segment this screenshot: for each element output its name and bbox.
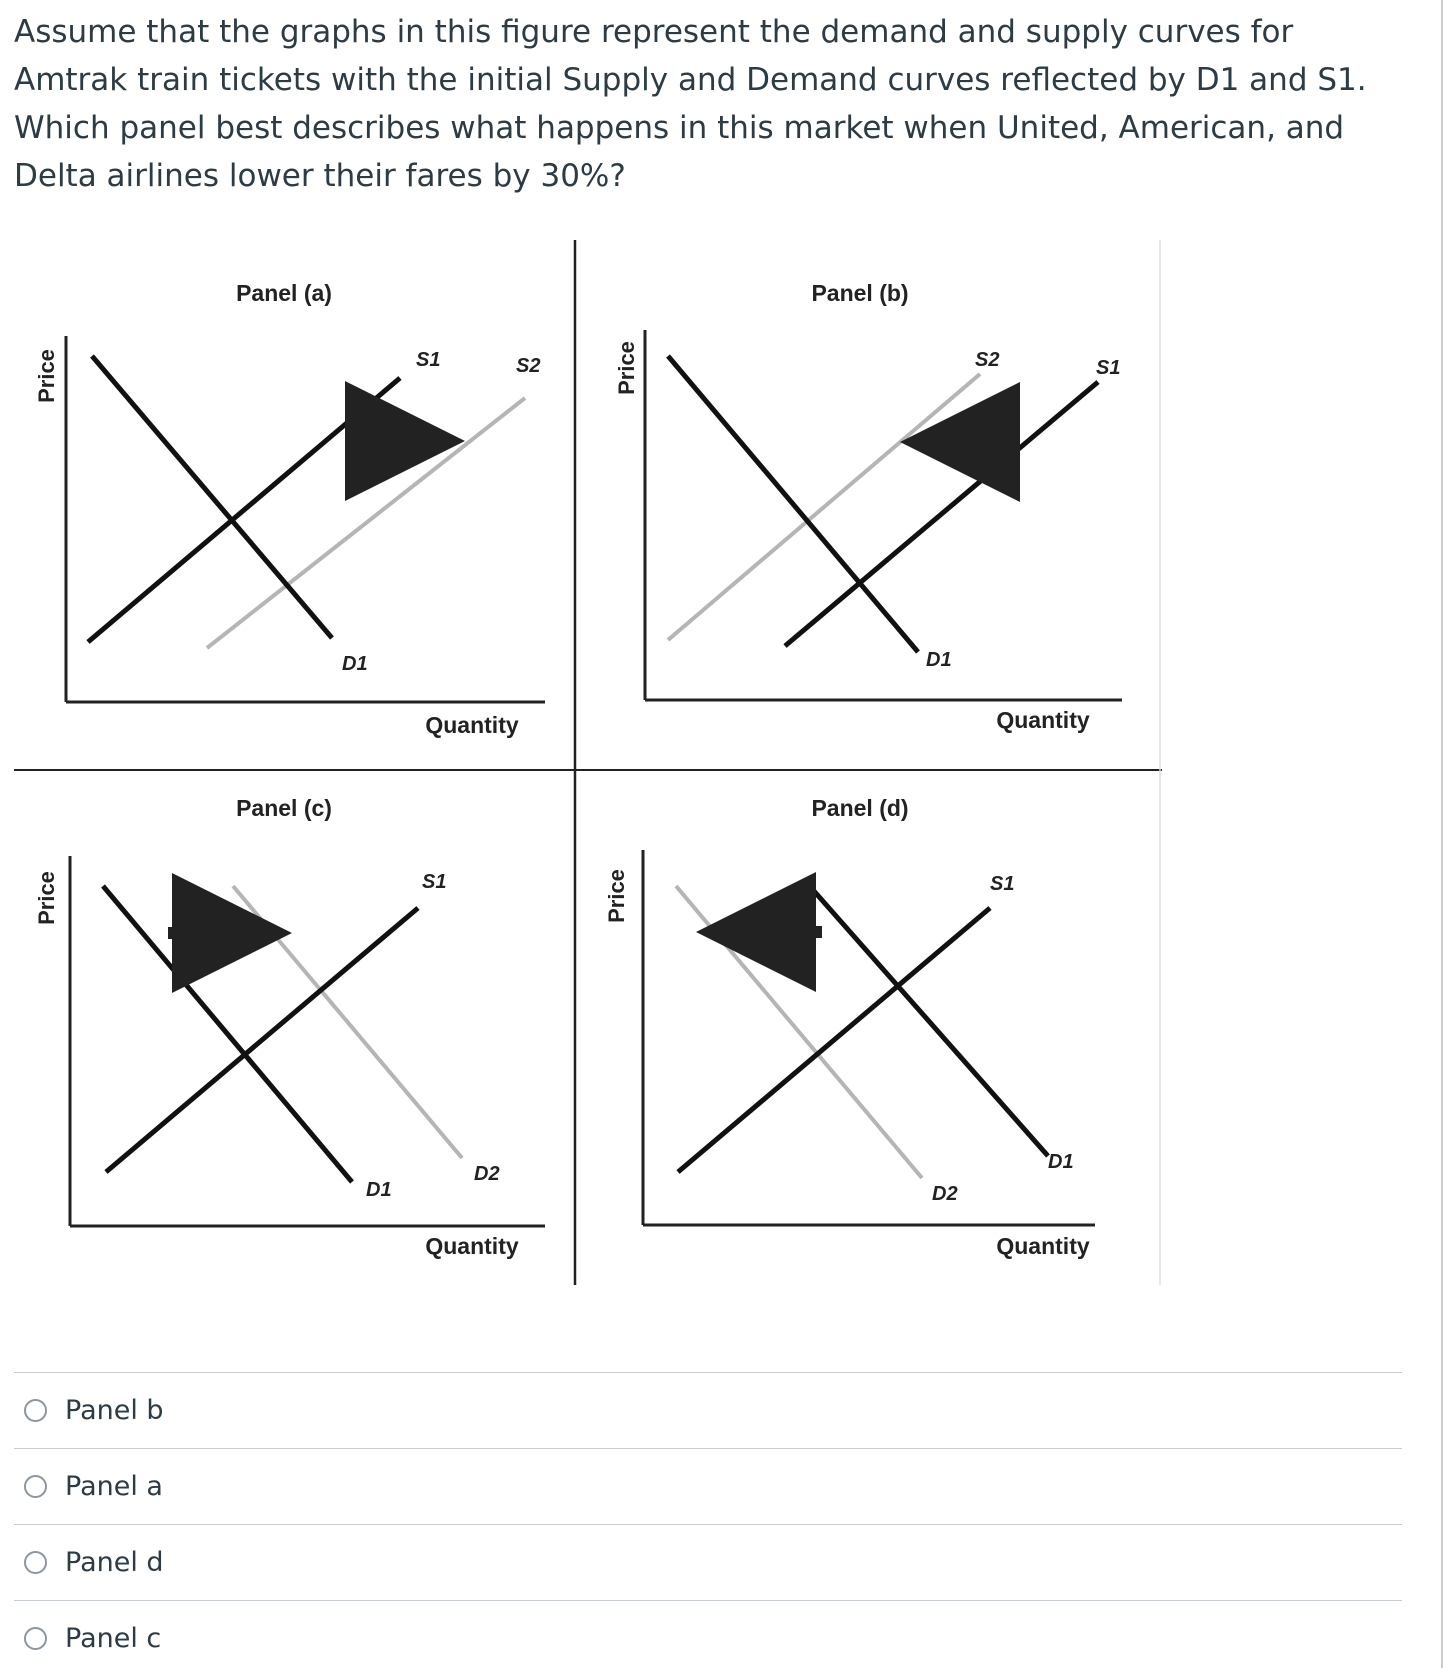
panel-b-xlabel: Quantity xyxy=(996,707,1090,733)
panel-c-d2-curve xyxy=(233,886,462,1158)
panel-b-ylabel: Price xyxy=(614,341,639,395)
panel-a-ylabel: Price xyxy=(34,349,59,403)
answer-option-panel-d[interactable] xyxy=(14,1524,1402,1600)
panel-c-ylabel: Price xyxy=(34,871,59,925)
panel-a-label-s2: S2 xyxy=(516,355,541,377)
panel-c-xlabel: Quantity xyxy=(425,1233,519,1259)
panel-c-label-s1: S1 xyxy=(422,871,447,893)
panel-d xyxy=(604,795,1095,1259)
panel-a-label-d1: D1 xyxy=(342,653,368,675)
panel-a-d1-curve xyxy=(92,356,332,638)
answer-option-panel-c[interactable] xyxy=(14,1600,1402,1676)
answer-label: Panel a xyxy=(65,1471,163,1502)
radio-button[interactable] xyxy=(24,1627,47,1650)
answer-option-panel-a[interactable] xyxy=(14,1448,1402,1524)
panel-d-label-d2: D2 xyxy=(932,1183,958,1205)
answer-label: Panel d xyxy=(65,1547,164,1578)
question-text xyxy=(14,8,1414,200)
panel-c-title: Panel (c) xyxy=(236,795,332,821)
panel-a-s1-curve xyxy=(88,378,400,642)
answer-label: Panel b xyxy=(65,1395,164,1426)
panel-c xyxy=(34,795,545,1259)
panel-b-title: Panel (b) xyxy=(811,280,909,306)
panel-b xyxy=(614,280,1122,733)
panel-d-xlabel: Quantity xyxy=(996,1233,1090,1259)
panel-a-title: Panel (a) xyxy=(236,280,332,306)
answer-option-panel-b[interactable] xyxy=(14,1372,1402,1448)
panel-a-label-s1: S1 xyxy=(416,349,441,371)
panels-svg xyxy=(0,238,1170,1288)
panel-a xyxy=(34,280,545,738)
radio-button[interactable] xyxy=(24,1551,47,1574)
radio-button[interactable] xyxy=(24,1399,47,1422)
panel-b-label-d1: D1 xyxy=(926,649,952,671)
panel-d-title: Panel (d) xyxy=(811,795,909,821)
panel-c-label-d1: D1 xyxy=(366,1179,392,1201)
panel-b-label-s2: S2 xyxy=(975,349,1000,371)
panel-d-label-s1: S1 xyxy=(990,873,1015,895)
panel-b-s1-curve xyxy=(785,382,1098,646)
content-border xyxy=(1441,0,1443,1668)
panel-d-d1-curve xyxy=(806,882,1048,1156)
radio-button[interactable] xyxy=(24,1475,47,1498)
supply-demand-figure xyxy=(0,238,1170,1288)
panel-d-label-d1: D1 xyxy=(1048,1151,1074,1173)
question-body: Assume that the graphs in this figure represent the demand and supply curves for Amtrak train tickets with the initial Supply and Demand curves reflected by D1 and S1. Which panel best describes what happens in this market when United, American, and Delta airlines lower their fares by 30%? xyxy=(14,14,1367,194)
answer-label: Panel c xyxy=(65,1623,162,1654)
panel-d-ylabel: Price xyxy=(604,869,629,923)
answer-list xyxy=(14,1372,1402,1676)
panel-a-xlabel: Quantity xyxy=(425,712,519,738)
panel-b-label-s1: S1 xyxy=(1096,357,1121,379)
panel-c-label-d2: D2 xyxy=(474,1163,500,1185)
